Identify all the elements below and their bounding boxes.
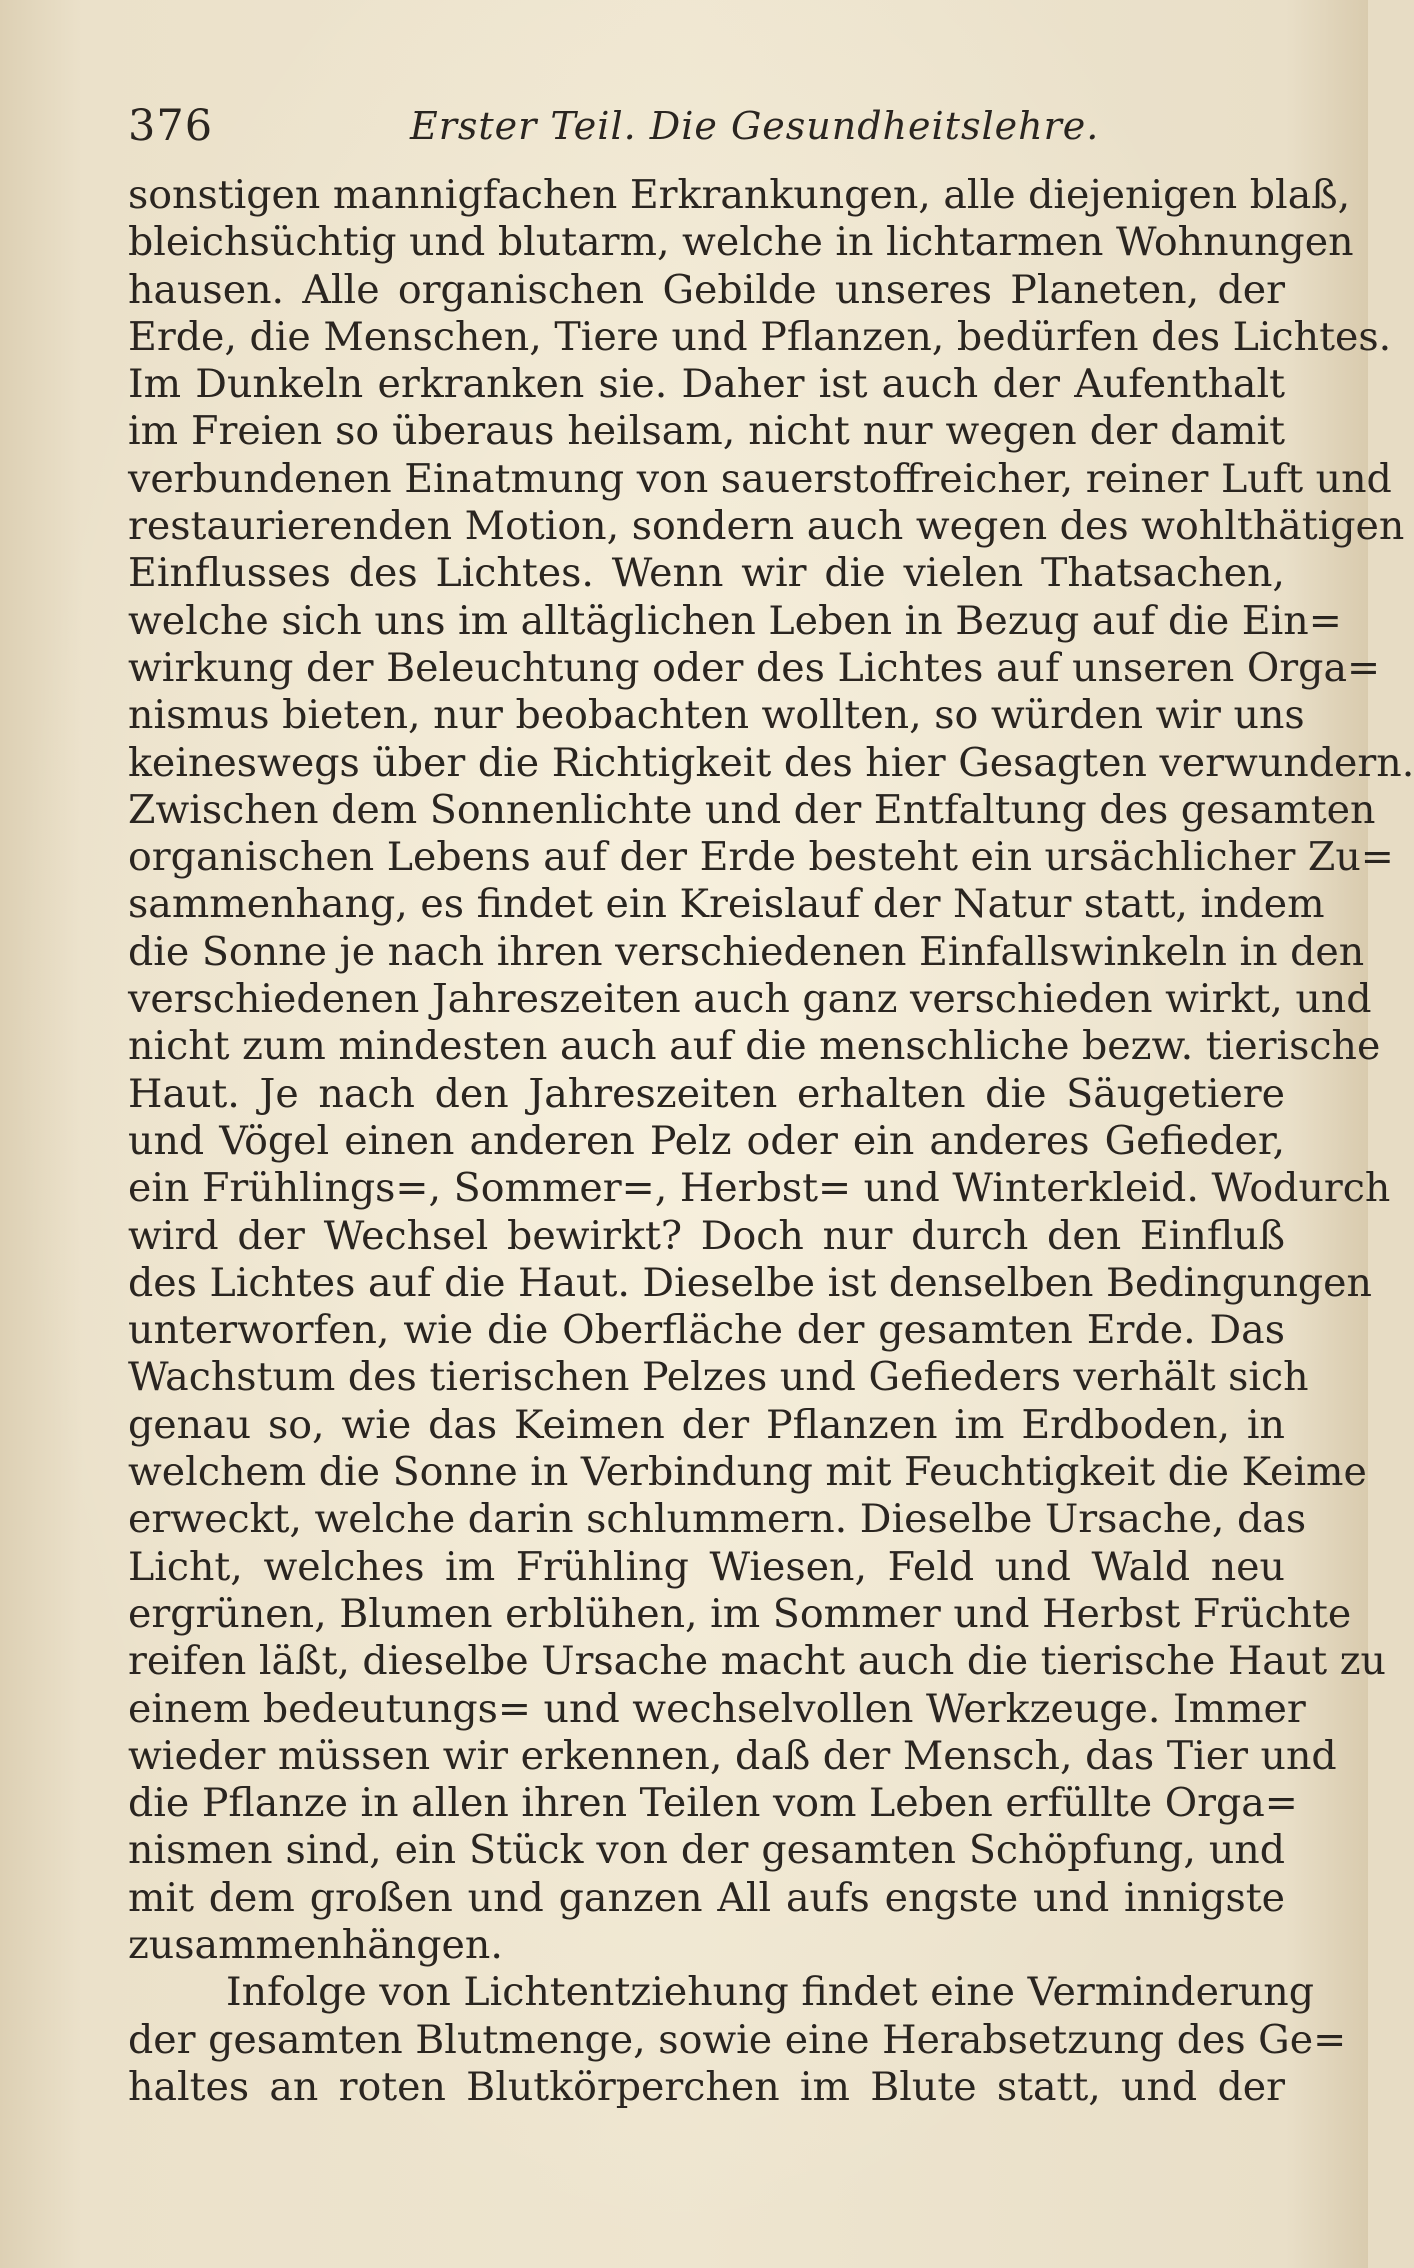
page-number: 376 — [128, 101, 214, 151]
text-line: wirkung der Beleuchtung oder des Lichtes auf unseren Orga= — [128, 644, 1381, 691]
text-line: Im Dunkeln erkranken sie. Daher ist auch der Aufenthalt — [128, 361, 1285, 408]
text-line: haltes an roten Blutkörperchen im Blute statt, und der — [128, 2063, 1285, 2110]
text-line: sonstigen mannigfachen Erkrankungen, alle diejenigen blaß, — [128, 172, 1351, 218]
text-line: zusammenhängen. — [128, 1921, 503, 1968]
text-line: der gesamten Blutmenge, sowie eine Herabsetzung des Ge= — [128, 2016, 1347, 2063]
text-line: sammenhang, es findet ein Kreislauf der Natur statt, indem — [128, 881, 1325, 928]
paragraph — [128, 1969, 1347, 2111]
text-line: unterworfen, wie die Oberfläche der gesamten Erde. Das — [128, 1307, 1285, 1354]
text-line: ergrünen, Blumen erblühen, im Sommer und Herbst Früchte — [128, 1590, 1352, 1637]
text-line: genau so, wie das Keimen der Pflanzen im Erdboden, in — [128, 1401, 1285, 1448]
text-line: Wachstum des tierischen Pelzes und Gefieders verhält sich — [128, 1354, 1309, 1401]
text-line: nicht zum mindesten auch auf die menschliche bezw. tierische — [128, 1023, 1381, 1070]
text-line: die Sonne je nach ihren verschiedenen Einfallswinkeln in den — [128, 928, 1365, 975]
text-line: nismus bieten, nur beobachten wollten, so würden wir uns — [128, 692, 1305, 739]
text-line: wieder müssen wir erkennen, daß der Mensch, das Tier und — [128, 1732, 1337, 1779]
text-line: die Pflanze in allen ihren Teilen vom Leben erfüllte Orga= — [128, 1780, 1298, 1827]
text-line: welchem die Sonne in Verbindung mit Feuchtigkeit die Keime — [128, 1449, 1367, 1496]
text-line: keineswegs über die Richtigkeit des hier Gesagten verwundern. — [128, 739, 1414, 786]
text-line: Einflusses des Lichtes. Wenn wir die vielen Thatsachen, — [128, 550, 1285, 597]
text-line: bleichsüchtig und blutarm, welche in lichtarmen Wohnungen — [128, 219, 1354, 266]
text-line: nismen sind, ein Stück von der gesamten Schöpfung, und — [128, 1827, 1285, 1874]
text-line: wird der Wechsel bewirkt? Doch nur durch den Einfluß — [128, 1212, 1285, 1259]
paragraph — [128, 172, 1414, 1969]
text-line: Infolge von Lichtentziehung findet eine Verminderung — [226, 1969, 1315, 2016]
text-line: welche sich uns im alltäglichen Leben in Bezug auf die Ein= — [128, 597, 1342, 644]
text-line: erweckt, welche darin schlummern. Dieselbe Ursache, das — [128, 1496, 1307, 1543]
text-line: des Lichtes auf die Haut. Dieselbe ist denselben Bedingungen — [128, 1259, 1372, 1306]
running-head — [128, 96, 1270, 156]
running-title: Erster Teil. Die Gesundheitslehre. — [410, 104, 1100, 148]
text-line: mit dem großen und ganzen All aufs engste und innigste — [128, 1874, 1285, 1921]
text-line: organischen Lebens auf der Erde besteht ein ursächlicher Zu= — [128, 834, 1394, 881]
text-line: verbundenen Einatmung von sauerstoffreicher, reiner Luft und — [128, 455, 1392, 502]
text-line: einem bedeutungs= und wechselvollen Werkzeuge. Immer — [128, 1685, 1306, 1732]
body-text — [128, 172, 1414, 2111]
text-line: Licht, welches im Frühling Wiesen, Feld und Wald neu — [128, 1543, 1285, 1590]
text-line: ein Frühlings=, Sommer=, Herbst= und Winterkleid. Wodurch — [128, 1165, 1391, 1212]
text-line: und Vögel einen anderen Pelz oder ein anderes Gefieder, — [128, 1117, 1285, 1164]
text-line: hausen. Alle organischen Gebilde unseres Planeten, der — [128, 266, 1285, 313]
text-line: Erde, die Menschen, Tiere und Pflanzen, bedürfen des Lichtes. — [128, 313, 1392, 360]
text-line: restaurierenden Motion, sondern auch wegen des wohlthätigen — [128, 503, 1405, 550]
text-line: verschiedenen Jahreszeiten auch ganz verschieden wirkt, und — [128, 976, 1372, 1023]
text-line: reifen läßt, dieselbe Ursache macht auch die tierische Haut zu — [128, 1638, 1386, 1685]
text-line: Zwischen dem Sonnenlichte und der Entfaltung des gesamten — [128, 786, 1376, 833]
text-line: Haut. Je nach den Jahreszeiten erhalten die Säugetiere — [128, 1070, 1285, 1117]
text-line: im Freien so überaus heilsam, nicht nur wegen der damit — [128, 408, 1285, 455]
